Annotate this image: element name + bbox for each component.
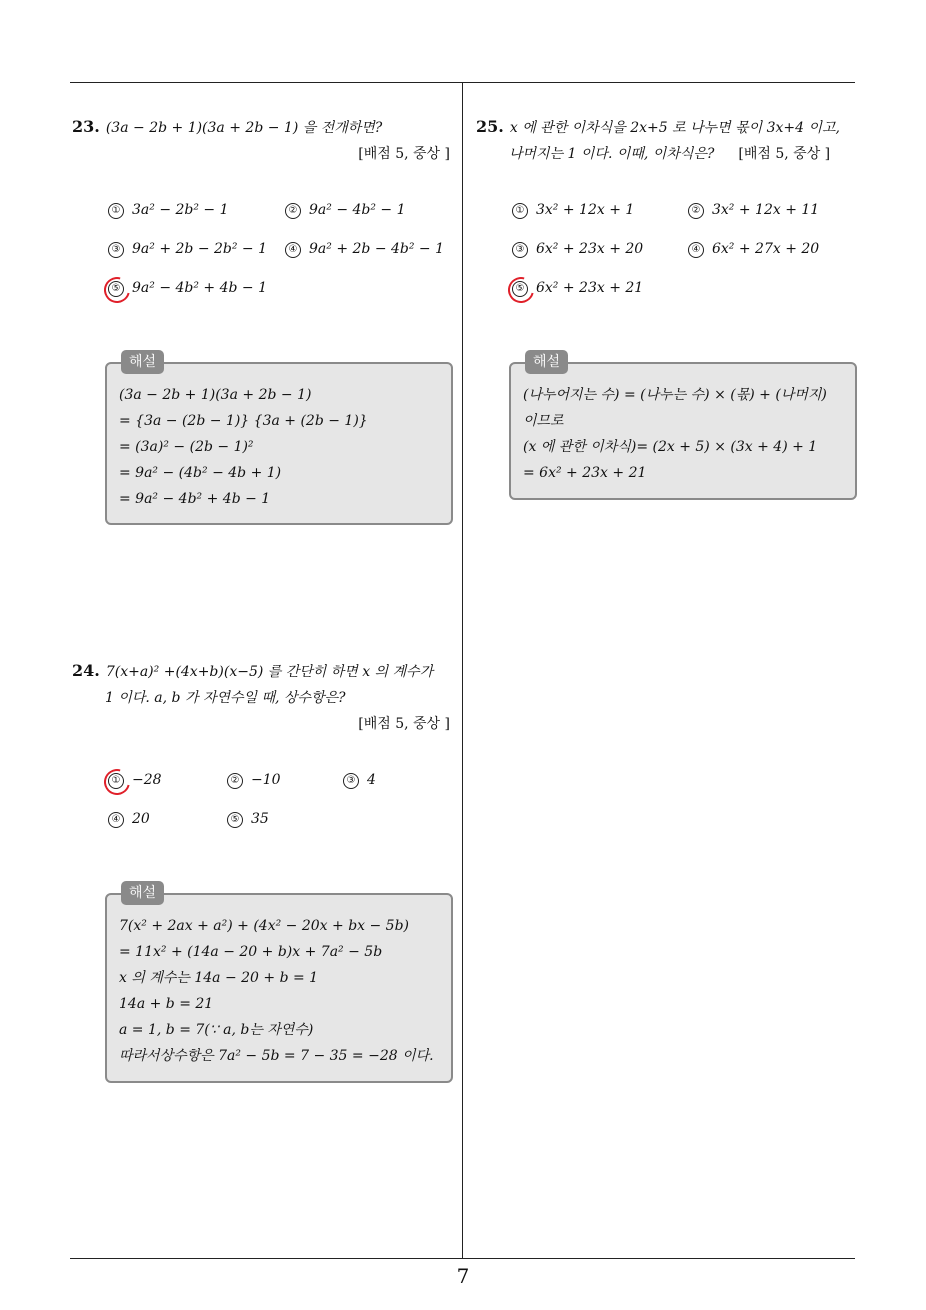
solution-line: = 11x² + (14a − 20 + b)x + 7a² − 5b — [119, 944, 383, 960]
choice-text: 6x² + 27x + 20 — [712, 241, 820, 257]
choice-4[interactable] — [108, 811, 150, 828]
choice-number-1: ① — [108, 203, 124, 219]
choice-1[interactable] — [512, 202, 634, 219]
choice-number-5: ⑤ — [227, 812, 243, 828]
question-line: 1 이다. a, b 가 자연수일 때, 상수항은? — [105, 690, 346, 706]
choice-text: 3x² + 12x + 11 — [712, 202, 820, 218]
choice-text: 9a² − 4b² − 1 — [309, 202, 406, 218]
choice-number-2: ② — [227, 773, 243, 789]
solution-label: 해설 — [121, 350, 164, 374]
choice-text: 9a² − 4b² + 4b − 1 — [132, 280, 268, 296]
solution-line: = 9a² − (4b² − 4b + 1) — [119, 465, 282, 481]
solution-line: 따라서상수항은 7a² − 5b = 7 − 35 = −28 이다. — [119, 1048, 434, 1064]
choice-text: 35 — [251, 811, 269, 827]
choice-number-5 — [512, 281, 528, 297]
choice-4[interactable] — [688, 241, 819, 258]
choice-number-3: ③ — [108, 242, 124, 258]
choice-2[interactable] — [285, 202, 406, 219]
solution-box-25 — [509, 354, 857, 500]
solution-line: (x 에 관한 이차식)= (2x + 5) × (3x + 4) + 1 — [523, 439, 818, 455]
score-difficulty: [배점 5, 중상 ] — [358, 716, 450, 732]
solution-line: 이므로 — [523, 413, 564, 429]
choice-2[interactable] — [227, 772, 281, 789]
answer-mark-icon — [99, 764, 135, 800]
choice-number-2: ② — [688, 203, 704, 219]
choice-5-selected[interactable] — [108, 280, 267, 297]
choice-number-4: ④ — [688, 242, 704, 258]
solution-line: (나누어지는 수) = (나누는 수) × (몫) + (나머지) — [523, 387, 827, 403]
question-line-2 — [476, 141, 860, 167]
problem-25 — [476, 114, 860, 167]
choice-text: 4 — [367, 772, 376, 788]
solution-line: (3a − 2b + 1)(3a + 2b − 1) — [119, 387, 312, 403]
choice-text: 9a² + 2b − 4b² − 1 — [309, 241, 445, 257]
choice-number-3: ③ — [343, 773, 359, 789]
choice-2[interactable] — [688, 202, 819, 219]
answer-mark-icon — [99, 272, 135, 308]
question-line: (3a − 2b + 1)(3a + 2b − 1) 을 전개하면? — [105, 120, 383, 136]
choice-text: 3x² + 12x + 1 — [536, 202, 635, 218]
page-number: 7 — [456, 1264, 470, 1288]
score-difficulty: [배점 5, 중상 ] — [358, 146, 450, 162]
choice-text: 6x² + 23x + 20 — [536, 241, 644, 257]
choice-text: −28 — [132, 772, 162, 788]
choice-text: 3a² − 2b² − 1 — [132, 202, 229, 218]
solution-label: 해설 — [121, 881, 164, 905]
score-difficulty: [배점 5, 중상 ] — [738, 146, 831, 162]
choice-number-2: ② — [285, 203, 301, 219]
solution-box-24 — [105, 885, 453, 1083]
solution-line: = (3a)² − (2b − 1)² — [119, 439, 254, 455]
choice-3[interactable] — [512, 241, 643, 258]
choice-number-4: ④ — [108, 812, 124, 828]
choice-text: −10 — [251, 772, 281, 788]
choice-text: 9a² + 2b − 2b² − 1 — [132, 241, 268, 257]
solution-line: 7(x² + 2ax + a²) + (4x² − 20x + bx − 5b) — [119, 918, 410, 934]
solution-line: = 6x² + 23x + 21 — [523, 465, 647, 481]
choice-number-3: ③ — [512, 242, 528, 258]
choice-text: 6x² + 23x + 21 — [536, 280, 644, 296]
choice-number-1 — [108, 773, 124, 789]
answer-mark-icon — [503, 272, 539, 308]
choice-1[interactable] — [108, 202, 229, 219]
choice-number-5 — [108, 281, 124, 297]
choice-number-4: ④ — [285, 242, 301, 258]
problem-number: 23. — [72, 117, 100, 136]
solution-line: = 9a² − 4b² + 4b − 1 — [119, 491, 271, 507]
problem-number: 24. — [72, 661, 100, 680]
column-divider — [462, 83, 463, 1258]
solution-line: a = 1, b = 7(∵ a, b는 자연수) — [119, 1022, 314, 1038]
choice-number-1: ① — [512, 203, 528, 219]
choice-5-selected[interactable] — [512, 280, 643, 297]
solution-line: x 의 계수는 14a − 20 + b = 1 — [119, 970, 319, 986]
choice-mark: ① — [111, 775, 121, 786]
solution-label: 해설 — [525, 350, 568, 374]
problem-23 — [72, 114, 450, 167]
solution-line: = {3a − (2b − 1)} {3a + (2b − 1)} — [119, 413, 368, 429]
choice-text: 20 — [132, 811, 150, 827]
solution-box-23 — [105, 354, 453, 525]
choice-mark: ⑤ — [111, 283, 121, 294]
solution-line: 14a + b = 21 — [119, 996, 214, 1012]
choice-3[interactable] — [343, 772, 376, 789]
choice-5[interactable] — [227, 811, 269, 828]
question-text: 나머지는 1 이다. 이때, 이차식은? — [509, 146, 715, 162]
choice-1-selected[interactable] — [108, 772, 162, 789]
problem-24 — [72, 658, 456, 737]
choice-3[interactable] — [108, 241, 267, 258]
question-line: x 에 관한 이차식을 2x+5 로 나누면 몫이 3x+4 이고, — [509, 120, 840, 136]
problem-number: 25. — [476, 117, 504, 136]
choice-mark: ⑤ — [515, 283, 525, 294]
bottom-rule — [70, 1258, 855, 1259]
choice-4[interactable] — [285, 241, 444, 258]
question-line: 7(x+a)² +(4x+b)(x−5) 를 간단히 하면 x 의 계수가 — [105, 664, 434, 680]
